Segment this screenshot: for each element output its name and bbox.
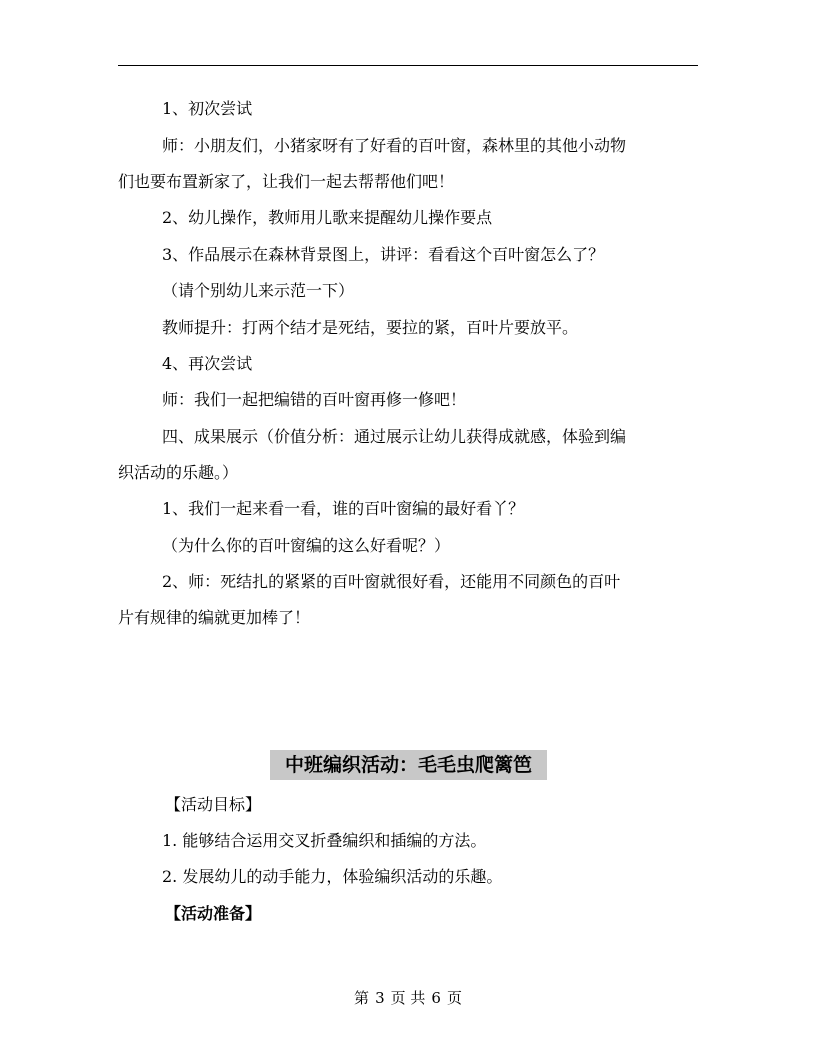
header-rule	[118, 65, 698, 66]
text-line: 们也要布置新家了，让我们一起去帮帮他们吧！	[118, 172, 455, 191]
section-title: 中班编织活动：毛毛虫爬篱笆	[270, 750, 547, 780]
text-line: 3、作品展示在森林背景图上，讲评：看看这个百叶窗怎么了？	[162, 245, 605, 264]
text-line: 1. 能够结合运用交叉折叠编织和插编的方法。	[162, 831, 487, 850]
section-heading: 【活动准备】	[165, 904, 262, 923]
text-line: 师：小朋友们，小猪家呀有了好看的百叶窗，森林里的其他小动物	[162, 136, 627, 155]
text-line: 教师提升：打两个结才是死结，要拉的紧，百叶片要放平。	[162, 318, 579, 337]
page-total: 6	[431, 989, 441, 1007]
page-footer	[0, 988, 816, 1008]
text-line: 1、初次尝试	[162, 99, 253, 118]
text-line: 2. 发展幼儿的动手能力，体验编织活动的乐趣。	[162, 867, 503, 886]
page-number: 3	[375, 989, 385, 1007]
footer-prefix: 第	[354, 989, 370, 1007]
text-line: 四、成果展示（价值分析：通过展示让幼儿获得成就感，体验到编	[162, 427, 627, 446]
text-line: （请个别幼儿来示范一下）	[162, 281, 355, 300]
text-line: 片有规律的编就更加棒了！	[118, 608, 311, 627]
text-line: 师：我们一起把编错的百叶窗再修一修吧！	[162, 390, 467, 409]
text-line: （为什么你的百叶窗编的这么好看呢？）	[162, 536, 451, 555]
text-line: 织活动的乐趣。）	[118, 463, 239, 482]
text-line: 2、师：死结扎的紧紧的百叶窗就很好看，还能用不同颜色的百叶	[162, 572, 621, 591]
text-line: 1、我们一起来看一看，谁的百叶窗编的最好看丫？	[162, 499, 525, 518]
text-line: 2、幼儿操作，教师用儿歌来提醒幼儿操作要点	[162, 208, 493, 227]
section-heading: 【活动目标】	[165, 795, 262, 814]
footer-suffix: 页	[446, 989, 462, 1007]
footer-middle: 页 共	[390, 989, 426, 1007]
text-line: 4、再次尝试	[162, 354, 253, 373]
